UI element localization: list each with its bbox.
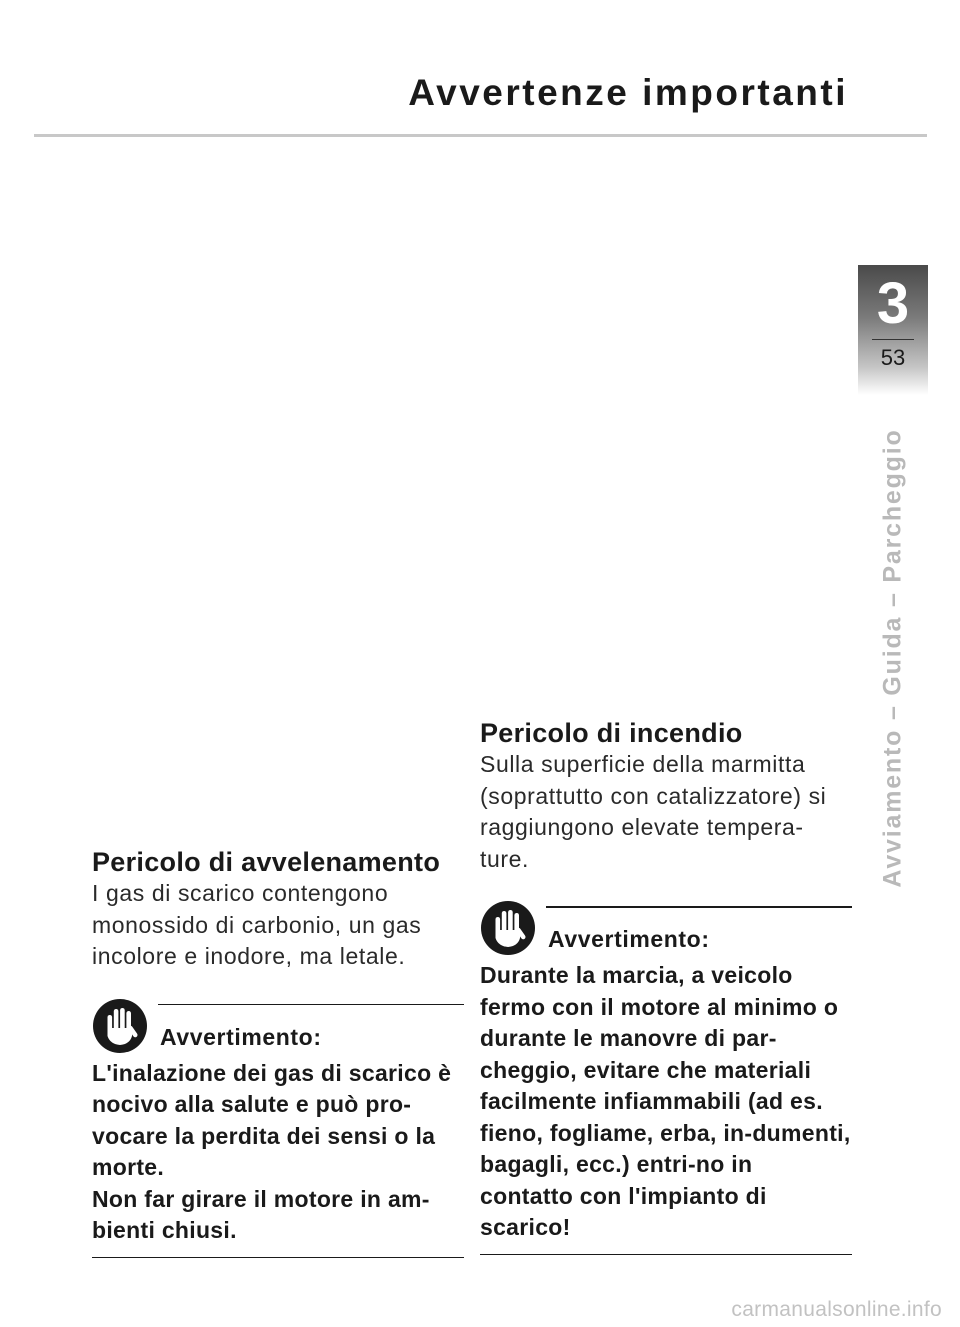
- title-divider: [34, 134, 927, 137]
- warning-rule: [158, 1004, 464, 1006]
- warning-line: L'inalazione dei gas di scarico è nocivo alla salute e può pro-vocare la perdita dei sensi o la morte.: [92, 1059, 452, 1180]
- warning-line: Durante la marcia, a veicolo fermo con il motore al minimo o durante le manovre di par-cheggio, evitare che materiali facilmente infiammabili (ad es. fieno, fogliame, erba, in-dumenti, bagagli, ecc.) entri-no in contatto con l'impianto di scarico!: [480, 962, 851, 1240]
- warning-rule: [546, 906, 852, 908]
- page-title: Avvertenze importanti: [408, 72, 848, 113]
- section-poisoning: [92, 846, 464, 1258]
- section-fire: [480, 717, 852, 1255]
- warning-box: [480, 900, 852, 1255]
- page-number: 53: [880, 345, 906, 370]
- warning-line: Non far girare il motore in am-bienti chiusi.: [92, 1185, 430, 1243]
- chapter-divider: [872, 339, 914, 340]
- warning-label: Avvertimento:: [548, 926, 710, 952]
- chapter-number: 3: [876, 271, 910, 336]
- warning-text: [480, 960, 852, 1255]
- section-body: I gas di scarico contengono monossido di carbonio, un gas incolore e inodore, ma letale.: [92, 880, 422, 969]
- warning-text: [92, 1058, 464, 1258]
- warning-box: [92, 998, 464, 1258]
- stop-hand-icon: [92, 998, 148, 1054]
- section-body: Sulla superficie della marmitta (soprattutto con catalizzatore) si raggiungono elevate tempera-ture.: [480, 751, 827, 872]
- watermark: carmanualsonline.info: [731, 1298, 942, 1321]
- warning-label: Avvertimento:: [160, 1023, 322, 1050]
- section-heading: Pericolo di avvelenamento: [92, 847, 441, 877]
- chapter-tab: [858, 265, 928, 395]
- chapter-side-label: Avviamento – Guida – Parcheggio: [878, 428, 907, 888]
- section-heading: Pericolo di incendio: [480, 718, 743, 748]
- stop-hand-icon: [480, 900, 536, 956]
